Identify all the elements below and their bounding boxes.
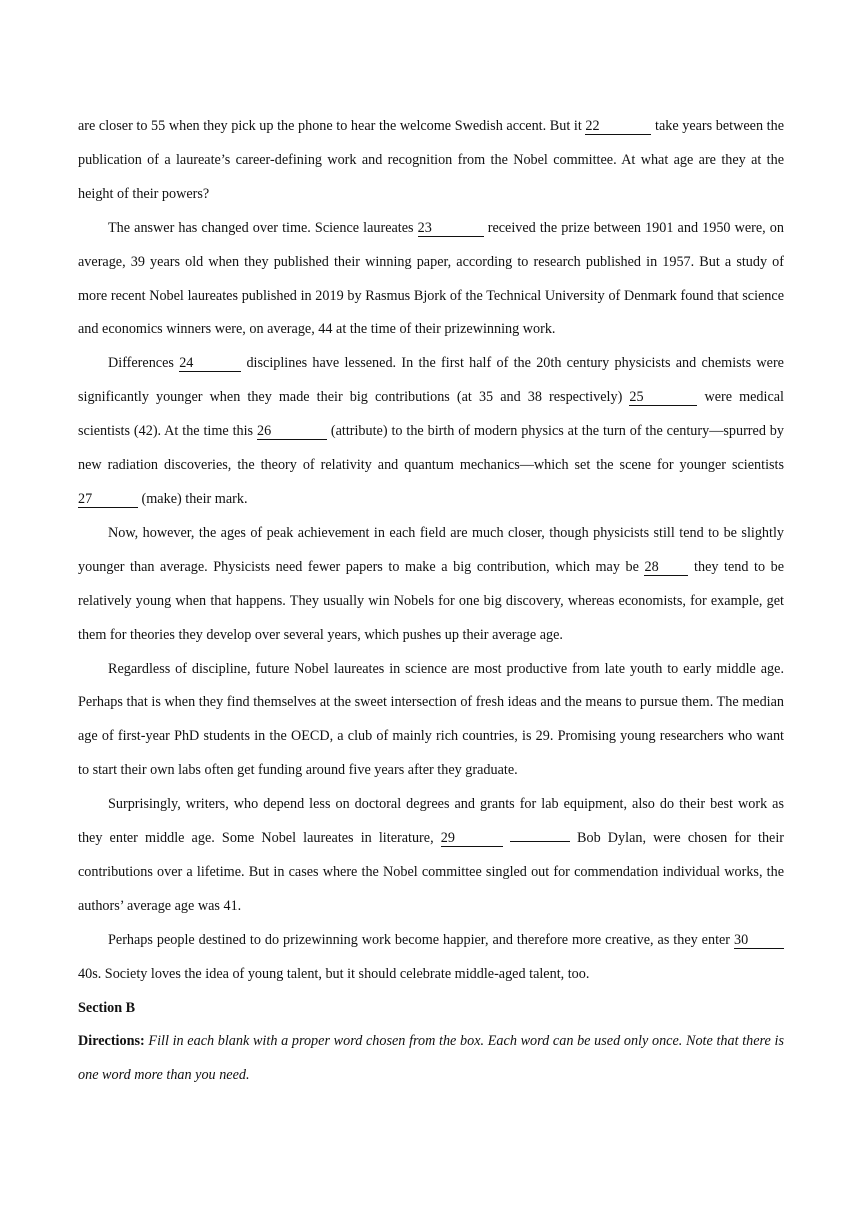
- blank-27[interactable]: 27: [78, 491, 138, 508]
- paragraph-text: The answer has changed over time. Science laureates: [108, 219, 418, 236]
- paragraph-text: Perhaps people destined to do prizewinning work become happier, and therefore more creative, as they enter: [108, 931, 734, 948]
- blank-24[interactable]: 24: [179, 355, 241, 372]
- blank-30[interactable]: 30: [734, 932, 784, 949]
- paragraph-4: [78, 517, 784, 653]
- paragraph-text: Bob Dylan, were chosen for their contributions over a lifetime. But in cases where the Nobel committee singled out for commendation individual works, the authors’ average age was 41.: [78, 830, 785, 914]
- paragraph-1: [78, 110, 784, 212]
- blank-29-second-line[interactable]: [510, 841, 570, 842]
- paragraph-text: are closer to 55 when they pick up the phone to hear the welcome Swedish accent. But it: [78, 118, 586, 134]
- directions-text: Fill in each blank with a proper word chosen from the box. Each word can be used only once. Note that there is one word more than you need.: [78, 1033, 784, 1084]
- paragraph-text: take years between the publication of a laureate’s career-defining work and recognition from the Nobel committee. At what age are they at the height of their powers?: [78, 118, 784, 202]
- paragraph-text: Differences: [108, 355, 180, 372]
- blank-28[interactable]: 28: [644, 559, 688, 576]
- section-b-directions: [78, 1025, 784, 1093]
- paragraph-7: [78, 924, 784, 992]
- paragraph-text: (make) their mark.: [138, 490, 248, 507]
- document-page: [78, 110, 784, 1093]
- paragraph-text: Now, however, the ages of peak achievement in each field are much closer, though physicists still tend to be slightly younger than average. Physicists need fewer papers to make a big contribution, which may be: [78, 524, 784, 575]
- paragraph-3: [78, 347, 784, 517]
- paragraph-text: they tend to be relatively young when that happens. They usually win Nobels for one big discovery, whereas economists, for example, get them for theories they develop over several years, which pushes up their average age.: [78, 558, 785, 643]
- paragraph-text: 40s. Society loves the idea of young talent, but it should celebrate middle-aged talent, too.: [78, 965, 590, 982]
- blank-29[interactable]: 29: [441, 830, 503, 847]
- blank-26[interactable]: 26: [257, 423, 327, 440]
- directions-label: Directions:: [78, 1033, 145, 1050]
- blank-25[interactable]: 25: [629, 389, 697, 406]
- paragraph-text: Regardless of discipline, future Nobel laureates in science are most productive from late youth to early middle age. Perhaps that is when they find themselves at the sweet intersection of fresh ideas and the means to pursue them. The median age of first-year PhD students in the OECD, a club of mainly rich countries, is 29. Promising young researchers who want to start their own labs often get funding around five years after they graduate.: [78, 660, 784, 779]
- paragraph-2: [78, 212, 784, 348]
- paragraph-text: were medical scientists (42). At the time this: [78, 389, 784, 440]
- section-b-heading: Section B: [78, 999, 136, 1016]
- paragraph-text: Surprisingly, writers, who depend less on doctoral degrees and grants for lab equipment, also do their best work as they enter middle age. Some Nobel laureates in literature,: [78, 796, 784, 847]
- blank-22[interactable]: 22: [585, 118, 651, 135]
- blank-23[interactable]: 23: [418, 220, 484, 237]
- paragraph-text: received the prize between 1901 and 1950 were, on average, 39 years old when they published their winning paper, according to research published in 1957. But a study of more recent Nobel laureates published in 2019 by Rasmus Bjork of the Technical University of Denmark found that science and economics winners were, on average, 44 at the time of their prizewinning work.: [78, 219, 784, 338]
- paragraph-6: [78, 788, 784, 924]
- paragraph-text: (attribute) to the birth of modern physics at the turn of the century—spurred by new radiation discoveries, the theory of relativity and quantum mechanics—which set the scene for younger scientists: [78, 423, 784, 474]
- paragraph-5: [78, 653, 784, 789]
- paragraph-text: disciplines have lessened. In the first half of the 20th century physicists and chemists were significantly younger when they made their big contributions (at 35 and 38 respectively): [78, 355, 784, 406]
